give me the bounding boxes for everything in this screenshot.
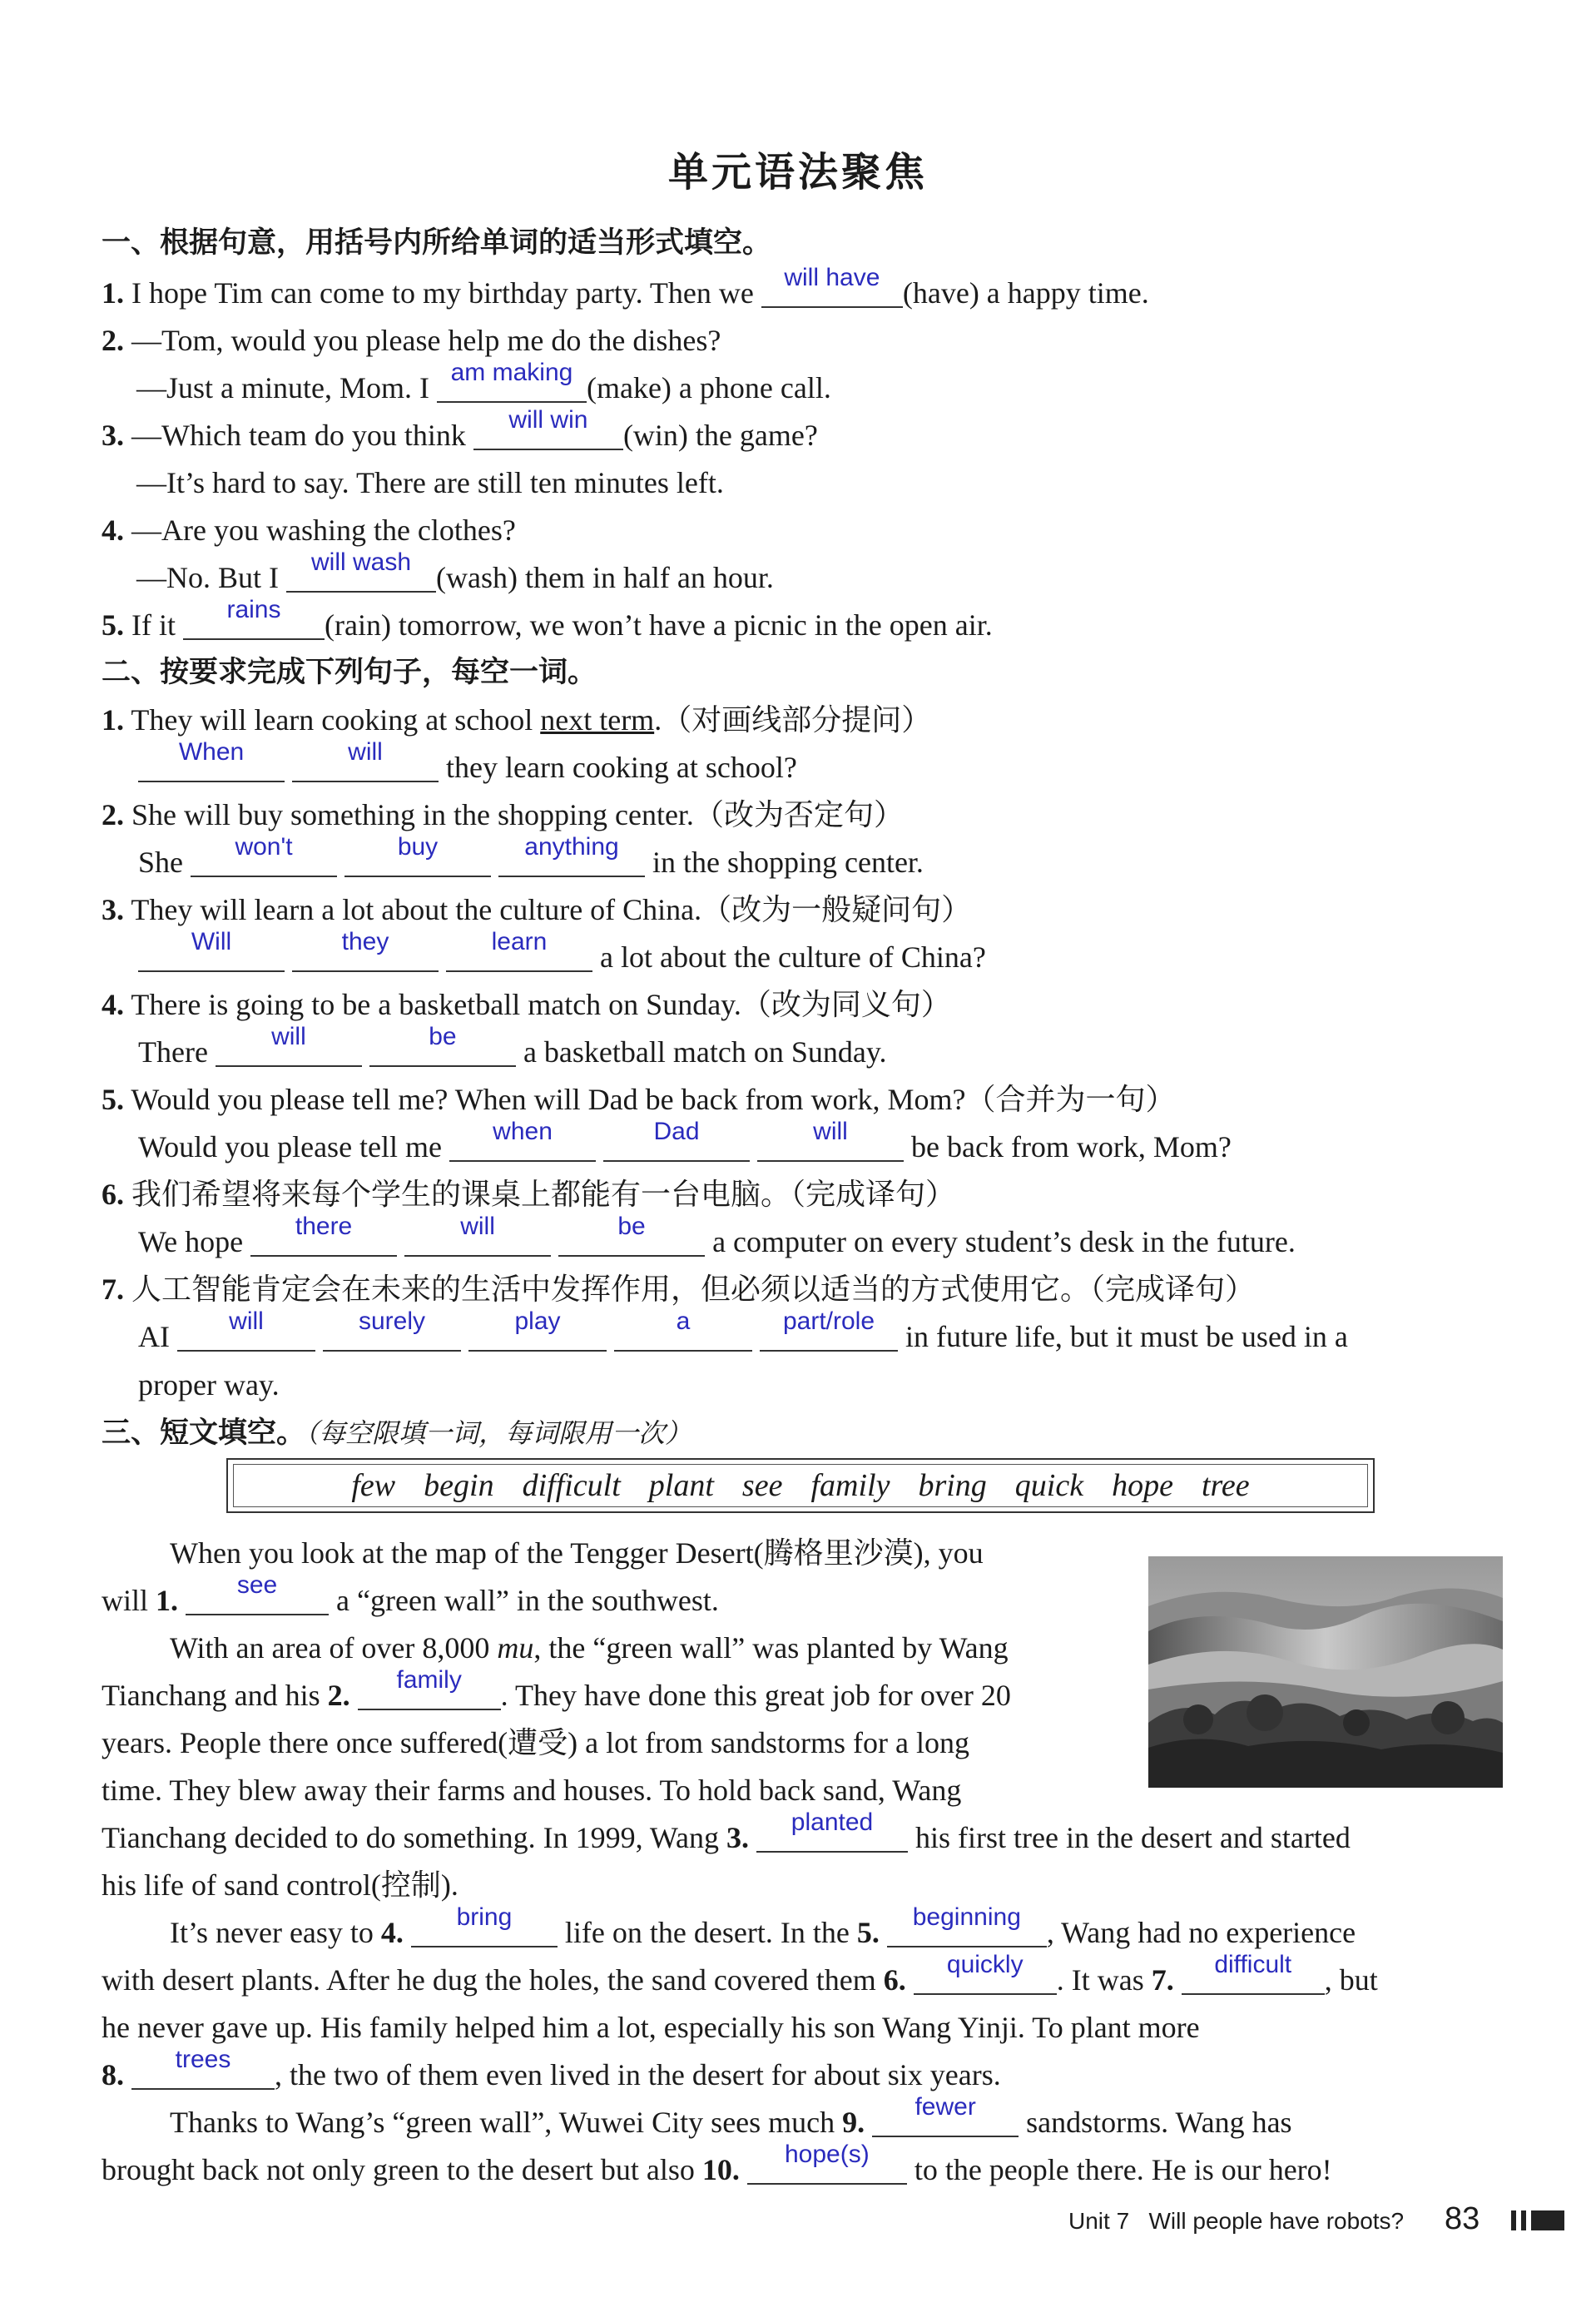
passage-p1-line2: will 1. see a “green wall” in the southwest.: [102, 1571, 719, 1617]
word-bank-item: plant: [648, 1468, 714, 1503]
answer-blank-3[interactable]: planted: [756, 1818, 908, 1853]
passage-p1-line1: When you look at the map of the Tengger Desert(腾格里沙漠), you: [170, 1536, 984, 1570]
passage-p2-line4: time. They blew away their farms and houses. To hold back sand, Wang: [102, 1774, 962, 1807]
answer-blank-5[interactable]: beginning: [887, 1913, 1047, 1947]
s2-item4-a: There will be a basketball match on Sunday.: [138, 1023, 887, 1069]
unit-title: Will people have robots?: [1148, 2208, 1405, 2234]
answer-blank[interactable]: am making: [437, 368, 587, 403]
page-footer: [1068, 2199, 1404, 2244]
answer-blank[interactable]: will wash: [286, 558, 436, 593]
passage-p3-line4: 8. trees , the two of them even lived in the desert for about six years.: [102, 2046, 1001, 2091]
answer-blank[interactable]: be: [558, 1222, 705, 1257]
word-bank-item: bring: [918, 1468, 987, 1503]
answer-blank-8[interactable]: trees: [131, 2055, 275, 2090]
s2-item3-a: Will they learn a lot about the culture of China?: [138, 937, 986, 977]
passage-p3-line2: with desert plants. After he dug the holes, the sand covered them 6. quickly . It was 7. difficult , but: [102, 1951, 1378, 1997]
section3-heading: 三、短文填空。: [102, 1417, 306, 1450]
answer-blank[interactable]: be: [369, 1032, 516, 1067]
answer-blank-10[interactable]: hope(s): [747, 2150, 907, 2185]
page-number: 83: [1445, 2201, 1480, 2236]
s1-item3-line1: 3. —Which team do you think will win (win) the game?: [102, 406, 818, 452]
answer-blank[interactable]: when: [449, 1127, 596, 1162]
s2-item5-q: 5. Would you please tell me? When will Dad be back from work, Mom?（合并为一句）: [102, 1083, 1176, 1117]
answer-blank-7[interactable]: difficult: [1182, 1960, 1325, 1995]
s2-item3-q: 3. They will learn a lot about the culture of China.（改为一般疑问句）: [102, 893, 972, 927]
s1-item3-line2: —It’s hard to say. There are still ten minutes left.: [136, 466, 724, 499]
s1-item2-line2: —Just a minute, Mom. I am making (make) a phone call.: [136, 359, 831, 404]
desert-photo: [1148, 1556, 1503, 1788]
s2-item2-q: 2. She will buy something in the shopping center.（改为否定句）: [102, 798, 904, 832]
answer-blank[interactable]: will win: [473, 415, 623, 450]
s1-item1: 1. I hope Tim can come to my birthday party. Then we will have (have) a happy time.: [102, 264, 1149, 310]
answer-blank[interactable]: play: [468, 1317, 607, 1352]
answer-blank[interactable]: will have: [761, 273, 903, 308]
answer-blank[interactable]: part/role: [760, 1317, 898, 1352]
underlined-phrase: next term: [540, 703, 655, 737]
answer-blank[interactable]: there: [250, 1222, 397, 1257]
passage-p2-line2: Tianchang and his 2. family . They have done this great job for over 20: [102, 1666, 1011, 1712]
answer-blank[interactable]: Will: [138, 937, 285, 972]
answer-blank[interactable]: will: [757, 1127, 904, 1162]
section3-heading-line: [102, 1412, 691, 1453]
unit-label: Unit 7: [1068, 2208, 1130, 2234]
answer-blank-1[interactable]: see: [186, 1580, 329, 1615]
answer-blank-2[interactable]: family: [358, 1675, 501, 1710]
answer-blank[interactable]: they: [292, 937, 439, 972]
s2-item6-q: 6. 我们希望将来每个学生的课桌上都能有一台电脑。（完成译句）: [102, 1178, 956, 1212]
desert-photo-image: [1148, 1556, 1503, 1788]
passage-p2-line5: Tianchang decided to do something. In 1999, Wang 3. planted his first tree in the desert and started: [102, 1808, 1351, 1854]
s2-item5-a: Would you please tell me when Dad will be back from work, Mom?: [138, 1118, 1232, 1163]
passage-p2-line3: years. People there once suffered(遭受) a lot from sandstorms for a long: [102, 1726, 970, 1759]
s1-item2-line1: 2. —Tom, would you please help me do the dishes?: [102, 324, 721, 357]
answer-blank[interactable]: will: [177, 1317, 315, 1352]
s2-item2-a: She won't buy anything in the shopping center.: [138, 833, 924, 879]
answer-blank[interactable]: won't: [191, 842, 337, 877]
word-bank: [226, 1458, 1375, 1513]
section2-heading: 二、按要求完成下列句子，每空一词。: [102, 656, 597, 689]
answer-blank-6[interactable]: quickly: [914, 1960, 1057, 1995]
word-bank-item: few: [351, 1468, 396, 1503]
passage-p4-line1: Thanks to Wang’s “green wall”, Wuwei City sees much 9. fewer sandstorms. Wang has: [170, 2093, 1292, 2139]
answer-blank[interactable]: learn: [446, 937, 592, 972]
s2-item7-tail2: proper way.: [138, 1368, 280, 1402]
s2-item7-a: AI will surely play a part/role in future life, but it must be used in a: [138, 1307, 1348, 1353]
word-bank-item: quick: [1014, 1468, 1084, 1503]
answer-blank[interactable]: surely: [323, 1317, 461, 1352]
page-edge-bars-icon: [1511, 2210, 1564, 2230]
section1-heading: 一、根据句意，用括号内所给单词的适当形式填空。: [102, 226, 772, 260]
s2-item6-a: We hope there will be a computer on every student’s desk in the future.: [138, 1213, 1296, 1258]
answer-blank[interactable]: When: [138, 747, 285, 782]
answer-blank[interactable]: rains: [183, 605, 325, 640]
s2-item4-q: 4. There is going to be a basketball match on Sunday.（改为同义句）: [102, 988, 951, 1022]
s1-item4-line1: 4. —Are you washing the clothes?: [102, 514, 516, 547]
answer-blank-9[interactable]: fewer: [872, 2102, 1019, 2137]
s1-item4-line2: —No. But I will wash (wash) them in half an hour.: [136, 548, 774, 594]
page-title: 单元语法聚焦: [667, 149, 928, 196]
answer-blank[interactable]: a: [614, 1317, 752, 1352]
word-bank-item: tree: [1201, 1468, 1250, 1503]
answer-blank[interactable]: will: [292, 747, 439, 782]
word-bank-item: difficult: [522, 1468, 621, 1503]
word-bank-item: begin: [424, 1468, 494, 1503]
passage-p3-line1: It’s never easy to 4. bring life on the desert. In the 5. beginning , Wang had no experience: [170, 1903, 1356, 1949]
passage-p2-line1: With an area of over 8,000 mu, the “green wall” was planted by Wang: [170, 1631, 1009, 1665]
answer-blank[interactable]: buy: [344, 842, 491, 877]
answer-blank[interactable]: will: [404, 1222, 551, 1257]
s1-item5: 5. If it rains (rain) tomorrow, we won’t have a picnic in the open air.: [102, 596, 993, 642]
s2-item7-q: 7. 人工智能肯定会在未来的生活中发挥作用，但必须以适当的方式使用它。（完成译句）: [102, 1273, 1256, 1307]
word-bank-item: hope: [1112, 1468, 1173, 1503]
answer-blank[interactable]: will: [216, 1032, 362, 1067]
s2-item1-a: When will they learn cooking at school?: [138, 747, 797, 787]
section3-note: （每空限填一词，每词限用一次）: [305, 1417, 692, 1449]
passage-p4-line2: brought back not only green to the desert but also 10. hope(s) to the people there. He is our hero!: [102, 2141, 1332, 2186]
passage-p2-line6: his life of sand control(控制).: [102, 1868, 458, 1902]
word-bank-item: see: [741, 1468, 783, 1503]
passage-p3-line3: he never gave up. His family helped him a lot, especially his son Wang Yinji. To plant more: [102, 2011, 1200, 2044]
s2-item1-q: 1. They will learn cooking at school next term.（对画线部分提问）: [102, 703, 932, 737]
answer-blank-4[interactable]: bring: [411, 1913, 558, 1947]
answer-blank[interactable]: anything: [498, 842, 645, 877]
answer-blank[interactable]: Dad: [603, 1127, 750, 1162]
word-bank-item: family: [810, 1468, 890, 1503]
